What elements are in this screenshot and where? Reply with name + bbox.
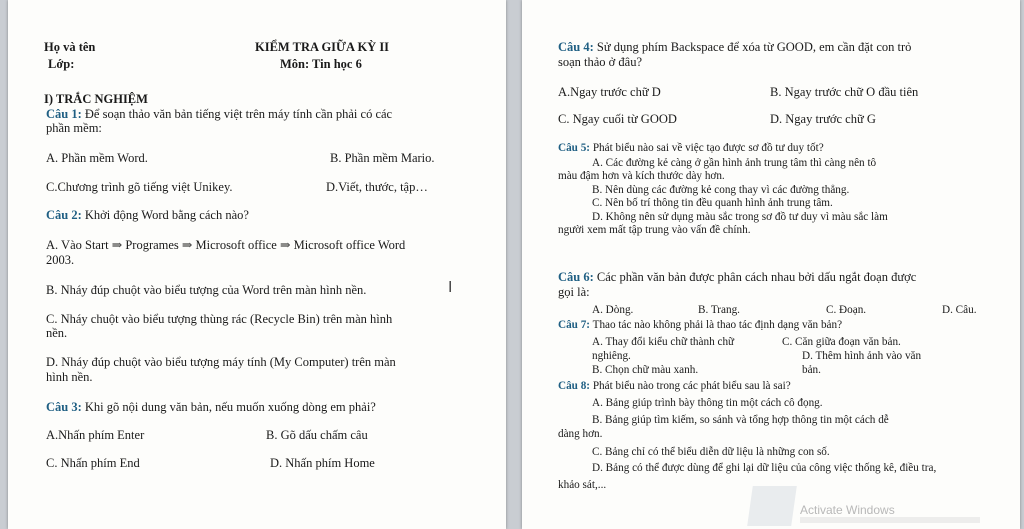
q8-option-b-cont: dàng hơn. xyxy=(558,428,603,440)
q4-option-b: B. Ngay trước chữ O đầu tiên xyxy=(770,85,919,99)
q8-option-d-cont: khảo sát,... xyxy=(558,479,607,491)
question-2 xyxy=(46,209,249,222)
q8-option-c: C. Bảng chỉ có thể biểu diễn dữ liệu là những con số. xyxy=(592,446,830,458)
q2-option-d-cont: hình nền. xyxy=(46,370,93,384)
class-label: Lớp: xyxy=(48,57,75,71)
question-4-text-cont: soạn thảo ở đâu? xyxy=(558,55,643,69)
q4-option-c: C. Ngay cuối từ GOOD xyxy=(558,112,677,126)
question-1 xyxy=(46,108,392,121)
question-1-label: Câu 1: xyxy=(46,107,82,121)
q7-option-a: A. Thay đổi kiểu chữ thành chữ xyxy=(592,336,735,348)
q8-option-d: D. Bảng có thể được dùng để ghi lại dữ liệu của công việc thống kê, điều tra, xyxy=(592,462,937,474)
right-document-page xyxy=(522,0,1020,529)
section-title: I) TRẮC NGHIỆM xyxy=(44,92,148,106)
q7-option-b: B. Chọn chữ màu xanh. xyxy=(592,364,699,376)
question-7-text: Thao tác nào không phải là thao tác định dạng văn bản? xyxy=(590,319,843,331)
q5-option-a: A. Các đường kẻ càng ở gần hình ảnh trung tâm thì càng nên tô xyxy=(592,157,877,169)
question-6-text-cont: gọi là: xyxy=(558,285,590,299)
question-3 xyxy=(46,401,376,414)
q3-option-b: B. Gõ dấu chấm câu xyxy=(266,428,368,442)
q4-option-d: D. Ngay trước chữ G xyxy=(770,112,876,126)
q2-option-c-cont: nền. xyxy=(46,326,68,340)
q6-option-c: C. Đoạn. xyxy=(826,304,867,316)
question-5 xyxy=(558,142,824,154)
question-4-text: Sử dụng phím Backspace để xóa từ GOOD, em cần đặt con trỏ xyxy=(593,40,912,54)
question-1-text-cont: phần mềm: xyxy=(46,121,102,135)
q5-option-d-cont: người xem mất tập trung vào vấn đề chính. xyxy=(558,224,751,236)
q7-option-c: C. Căn giữa đoạn văn bản. xyxy=(782,336,901,348)
activate-windows-watermark: Activate Windows xyxy=(800,503,895,517)
q7-option-d: D. Thêm hình ảnh vào văn xyxy=(802,350,922,362)
question-6-label: Câu 6: xyxy=(558,270,594,284)
q5-option-c: C. Nên bố trí thông tin đều quanh hình ảnh trung tâm. xyxy=(592,197,833,209)
q7-option-a-cont: nghiêng. xyxy=(592,350,631,362)
question-3-label: Câu 3: xyxy=(46,400,82,414)
q1-option-c: C.Chương trình gõ tiếng việt Unikey. xyxy=(46,180,233,194)
question-4 xyxy=(558,41,911,54)
activate-windows-subtext-bar xyxy=(800,517,980,523)
q3-option-d: D. Nhấn phím Home xyxy=(270,456,375,470)
question-4-label: Câu 4: xyxy=(558,40,594,54)
question-2-text: Khởi động Word bằng cách nào? xyxy=(81,208,249,222)
name-label: Họ và tên xyxy=(44,40,96,54)
q2-option-a: A. Vào Start ⇒ Programes ⇒ Microsoft office ⇒ Microsoft office Word xyxy=(46,238,406,252)
subject-label: Môn: Tin học 6 xyxy=(280,57,362,71)
question-2-label: Câu 2: xyxy=(46,208,82,222)
q5-option-d: D. Không nên sử dụng màu sắc trong sơ đồ tư duy vì màu sắc làm xyxy=(592,211,888,223)
q8-option-a: A. Bảng giúp trình bày thông tin một cách cô đọng. xyxy=(592,397,823,409)
q1-option-d: D.Viết, thước, tập… xyxy=(326,180,428,194)
question-6-text: Các phần văn bản được phân cách nhau bởi dấu ngắt đoạn được xyxy=(593,270,917,284)
left-document-page xyxy=(8,0,506,529)
q1-option-b: B. Phần mềm Mario. xyxy=(330,151,435,165)
question-8-label: Câu 8: xyxy=(558,380,591,392)
q2-option-a-cont: 2003. xyxy=(46,253,75,267)
activate-windows-icon xyxy=(747,486,797,526)
q5-option-a-cont: màu đậm hơn và kích thước dày hơn. xyxy=(558,170,725,182)
question-5-label: Câu 5: xyxy=(558,142,591,154)
question-3-text: Khi gõ nội dung văn bản, nếu muốn xuống dòng em phải? xyxy=(81,400,376,414)
q1-option-a: A. Phần mềm Word. xyxy=(46,151,148,165)
q2-option-c: C. Nháy chuột vào biểu tượng thùng rác (Recycle Bin) trên màn hình xyxy=(46,312,393,326)
question-7-label: Câu 7: xyxy=(558,319,591,331)
question-5-text: Phát biểu nào sai về việc tạo được sơ đồ tư duy tốt? xyxy=(590,142,824,154)
q7-option-d-cont: bản. xyxy=(802,364,821,376)
q2-option-d: D. Nháy đúp chuột vào biểu tượng máy tính (My Computer) trên màn xyxy=(46,355,396,369)
question-1-text: Để soạn thảo văn bản tiếng việt trên máy tính cần phải có các xyxy=(81,107,393,121)
q6-option-d: D. Câu. xyxy=(942,304,977,316)
q6-option-b: B. Trang. xyxy=(698,304,740,316)
q2-option-b: B. Nháy đúp chuột vào biểu tượng của Word trên màn hình nền. xyxy=(46,283,367,297)
question-6 xyxy=(558,271,916,284)
q3-option-c: C. Nhấn phím End xyxy=(46,456,140,470)
q8-option-b: B. Bảng giúp tìm kiếm, so sánh và tổng hợp thông tin một cách dễ xyxy=(592,414,889,426)
question-8 xyxy=(558,380,791,392)
q6-option-a: A. Dòng. xyxy=(592,304,634,316)
question-7 xyxy=(558,319,842,331)
text-cursor-icon: I xyxy=(448,278,453,296)
exam-title: KIỂM TRA GIỮA KỲ II xyxy=(255,40,390,54)
q4-option-a: A.Ngay trước chữ D xyxy=(558,85,661,99)
question-8-text: Phát biểu nào trong các phát biểu sau là sai? xyxy=(590,380,791,392)
q5-option-b: B. Nên dùng các đường kẻ cong thay vì các đường thẳng. xyxy=(592,184,850,196)
q3-option-a: A.Nhấn phím Enter xyxy=(46,428,145,442)
